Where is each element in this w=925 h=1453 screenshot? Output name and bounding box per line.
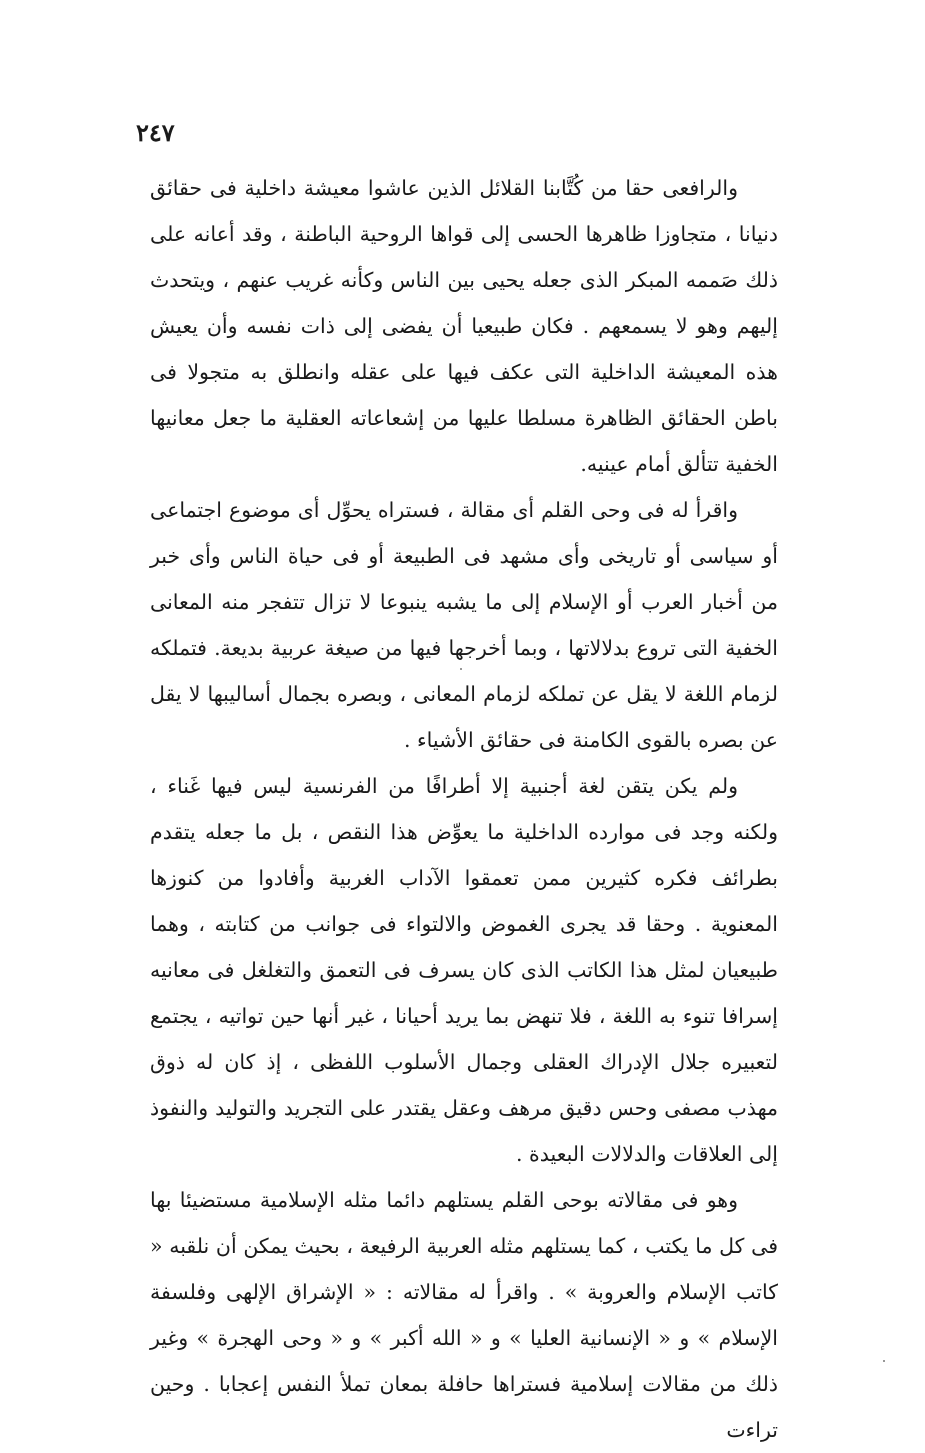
paragraph-1: والرافعى حقا من كُتَّابنا القلائل الذين عاشوا معيشة داخلية فى حقائق دنيانا ، متجاوزا ظاهرها الحسى إلى قواها الروحية الباطنة ، وقد أعانه على ذلك صَممه المبكر الذى جعله يحيى بين الناس وكأنه غريب عنهم ، ويتحدث إليهم وهو لا يسمعهم . فكان طبيعيا أن يفضى إلى ذات نفسه وأن يعيش هذه المعيشة الداخلية التى عكف فيها على عقله وانطلق به متجولا فى باطن الحقائق الظاهرة مسلطا عليها من إشعاعاته العقلية ما جعل معانيها الخفية تتألق أمام عينيه. (150, 176, 778, 476)
paragraph-4: وهو فى مقالاته بوحى القلم يستلهم دائما مثله الإسلامية مستضيئا بها فى كل ما يكتب ، كما يستلهم مثله العربية الرفيعة ، بحيث يمكن أن نلقبه « كاتب الإسلام والعروبة » . واقرأ له مقالاته : « الإشراق الإلهى وفلسفة الإسلام » و « الإنسانية العليا » و « الله أكبر » و « وحى الهجرة » وغير ذلك من مقالات إسلامية فستراها حافلة بمعان تملأ النفس إعجابا . وحين تراءت (150, 1188, 778, 1442)
page-number: ٢٤٧ (136, 118, 175, 147)
paragraph-2: واقرأ له فى وحى القلم أى مقالة ، فستراه يحوِّل أى موضوع اجتماعى أو سياسى أو تاريخى وأى مشهد فى الطبيعة أو فى حياة الناس وأى خبر من أخبار العرب أو الإسلام إلى ما يشبه ينبوعا لا تزال تتفجر منه المعانى الخفية التى تروع بدلالاتها ، وبما أخرجها فيها من صيغة عربية بديعة. فتملكه لزمام اللغة لا يقل عن تملكه لزمام المعانى ، وبصره بجمال أساليبها لا يقل عن بصره بالقوى الكامنة فى حقائق الأشياء . (150, 498, 778, 752)
body-text (150, 165, 778, 1453)
scan-speck (883, 1360, 885, 1362)
scan-speck (460, 668, 462, 670)
paragraph-3: ولم يكن يتقن لغة أجنبية إلا أطرافًا من الفرنسية ليس فيها غَناء ، ولكنه وجد فى موارده الداخلية ما يعوِّض هذا النقص ، بل ما جعله يتقدم بطرائف فكره كثيرين ممن تعمقوا الآداب الغربية وأفادوا من كنوزها المعنوية . وحقا قد يجرى الغموض والالتواء فى جوانب من كتابته ، وهما طبيعيان لمثل هذا الكاتب الذى كان يسرف فى التعمق والتغلغل فى معانيه إسرافا تنوء به اللغة ، فلا تنهض بما يريد أحيانا ، غير أنها حين تواتيه ، يجتمع لتعبيره جلال الإدراك العقلى وجمال الأسلوب اللفظى ، إذ كان له ذوق مهذب مصفى وحس دقيق مرهف وعقل يقتدر على التجريد والتوليد والنفوذ إلى العلاقات والدلالات البعيدة . (150, 774, 778, 1166)
